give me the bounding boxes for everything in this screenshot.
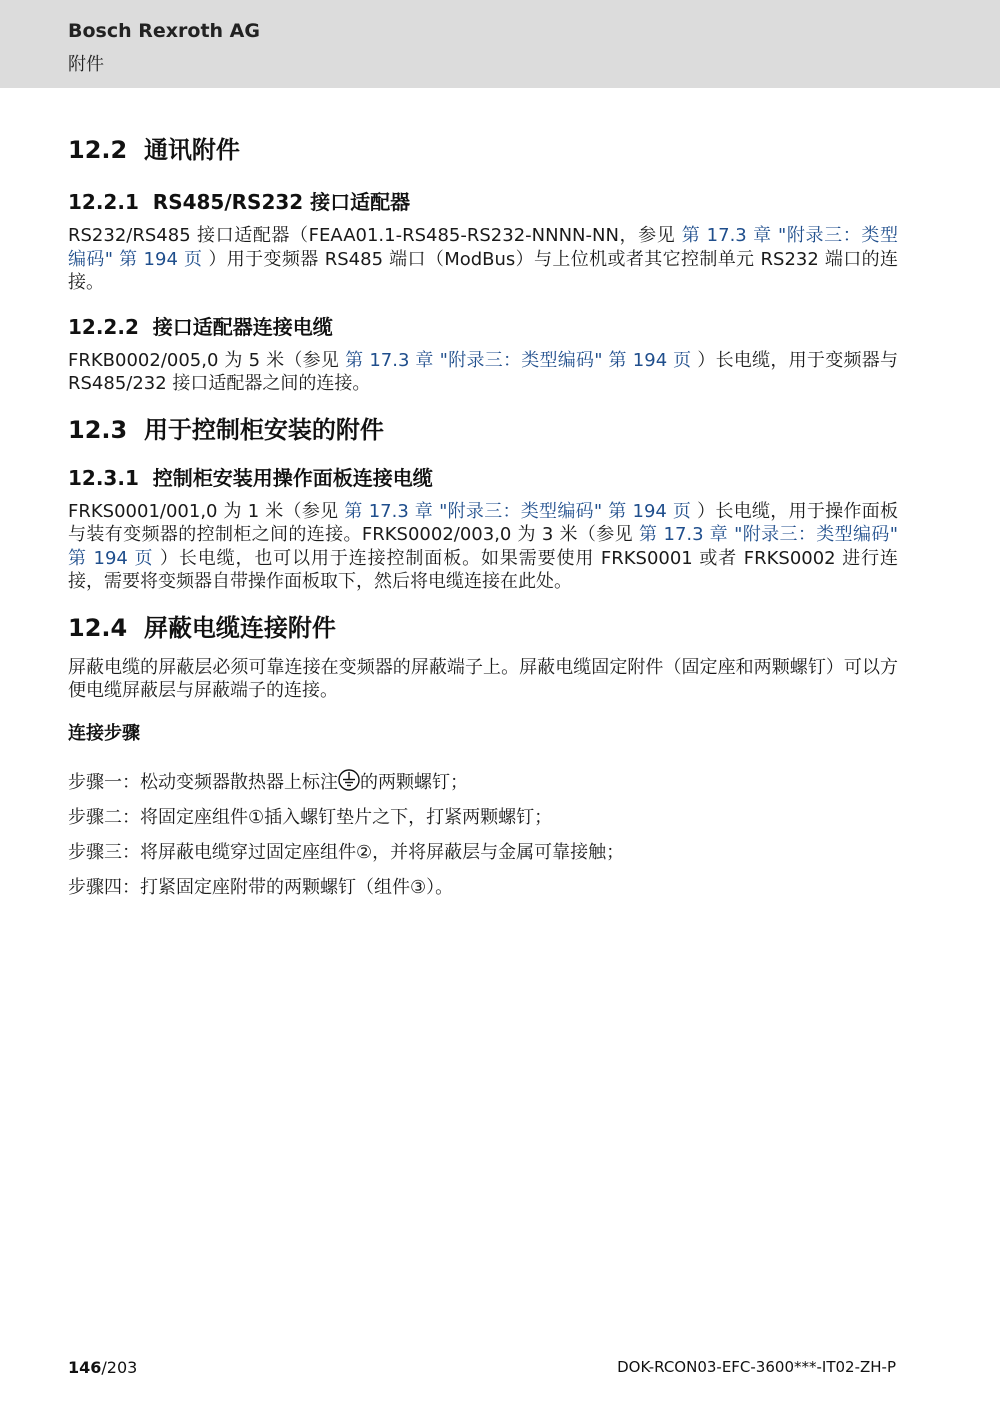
steps-list (68, 765, 898, 905)
step-4: 步骤四：打紧固定座附带的两颗螺钉（组件③）。 (68, 876, 454, 898)
document-id: DOK-RCON03-EFC-3600***-IT02-ZH-P (617, 1358, 896, 1376)
heading-12-3: 12.3 用于控制柜安装的附件 (68, 415, 384, 444)
paragraph-12-2-1: RS232/RS485 接口适配器（FEAA01.1-RS485-RS232-NNNN-NN，参见 第 17.3 章 "附录三：类型编码" 第 194 页 ）用于变频器 RS485 端口（ModBus）与上位机或者其它控制单元 RS232 端口的连接。 (68, 225, 898, 293)
heading-12-2-2: 12.2.2 接口适配器连接电缆 (68, 314, 333, 339)
heading-12-2: 12.2 通讯附件 (68, 136, 240, 164)
step-1: 步骤一：松动变频器散热器上标注 的两颗螺钉； (68, 765, 898, 800)
heading-12-2-1: 12.2.1 RS485/RS232 接口适配器 (68, 190, 411, 214)
heading-12-4: 12.4 屏蔽电缆连接附件 (68, 613, 336, 642)
page-number: 146/203 (68, 1358, 138, 1377)
paragraph-12-3-1: FRKS0001/001,0 为 1 米（参见 第 17.3 章 "附录三：类型编码" 第 194 页 ）长电缆，用于操作面板与装有变频器的控制柜之间的连接。FRKS0002/003,0 为 3 米（参见 第 17.3 章 "附录三：类型编码" 第 194 页 ）长电缆，也可以用于连接控制面板。如果需要使用 FRKS0001 或者 FRKS0002 进行连接，需要将变频器自带操作面板取下，然后将电缆连接在此处。 (68, 500, 898, 592)
cross-reference-link[interactable]: 第 17.3 章 "附录三：类型编码" 第 194 页 (345, 349, 692, 371)
step-3: 步骤三：将屏蔽电缆穿过固定座组件②，并将屏蔽层与金属可靠接触； (68, 841, 625, 863)
heading-12-3-1: 12.3.1 控制柜安装用操作面板连接电缆 (68, 465, 433, 490)
cross-reference-link[interactable]: 第 17.3 章 "附录三：类型编码" 第 194 页 (68, 524, 898, 569)
page-header (0, 0, 1000, 88)
header-section-name: 附件 (68, 54, 104, 75)
company-name: Bosch Rexroth AG (68, 20, 260, 42)
main-content (68, 134, 898, 905)
ground-symbol-icon (338, 769, 360, 791)
cross-reference-link[interactable]: 第 17.3 章 "附录三：类型编码" 第 194 页 (344, 500, 692, 522)
steps-heading: 连接步骤 (68, 722, 140, 744)
paragraph-12-4: 屏蔽电缆的屏蔽层必须可靠连接在变频器的屏蔽端子上。屏蔽电缆固定附件（固定座和两颗螺钉）可以方便电缆屏蔽层与屏蔽端子的连接。 (68, 656, 898, 701)
step-2: 步骤二：将固定座组件①插入螺钉垫片之下，打紧两颗螺钉； (68, 806, 553, 828)
paragraph-12-2-2: FRKB0002/005,0 为 5 米（参见 第 17.3 章 "附录三：类型编码" 第 194 页 ）长电缆，用于变频器与 RS485/232 接口适配器之间的连接。 (68, 349, 898, 394)
cross-reference-link[interactable]: 第 17.3 章 "附录三：类型编码" 第 194 页 (68, 225, 898, 270)
